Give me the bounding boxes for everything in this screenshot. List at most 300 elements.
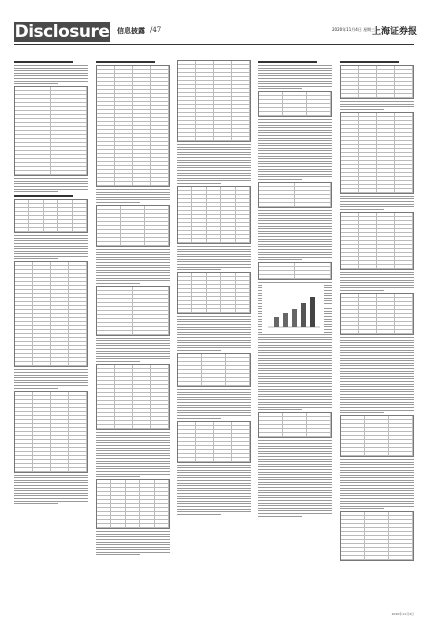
text-line xyxy=(340,506,414,507)
text-line xyxy=(340,201,414,202)
text-line xyxy=(177,254,251,255)
text-line xyxy=(258,68,332,69)
text-line xyxy=(258,495,332,496)
text-line xyxy=(258,156,332,157)
text-line xyxy=(14,73,88,74)
text-line xyxy=(340,391,414,392)
text-line xyxy=(14,70,88,71)
text-line xyxy=(340,495,414,496)
text-line xyxy=(177,498,251,499)
text-line xyxy=(340,485,414,486)
text-line xyxy=(96,461,170,462)
text-line xyxy=(340,477,414,478)
text-line xyxy=(258,440,332,441)
text-line xyxy=(340,209,384,210)
text-line xyxy=(14,246,88,247)
text-line xyxy=(14,258,58,259)
text-line xyxy=(177,488,251,489)
text-line xyxy=(14,380,88,381)
text-line xyxy=(177,412,251,413)
text-line xyxy=(96,189,170,190)
text-line xyxy=(96,547,170,548)
text-line xyxy=(14,81,88,82)
text-line xyxy=(177,347,251,348)
text-line xyxy=(96,202,140,203)
data-table xyxy=(14,199,88,233)
text-line xyxy=(177,316,251,317)
text-line xyxy=(177,485,251,486)
text-line xyxy=(96,254,170,255)
text-line xyxy=(177,418,221,419)
text-line xyxy=(96,463,170,464)
text-line xyxy=(340,285,414,286)
text-line xyxy=(258,70,332,71)
text-line xyxy=(177,334,251,335)
text-line xyxy=(96,432,170,433)
text-line xyxy=(14,475,88,476)
text-line xyxy=(177,249,251,250)
text-line xyxy=(258,339,332,340)
text-line xyxy=(340,389,414,390)
data-table xyxy=(258,91,332,117)
text-line xyxy=(340,384,414,385)
text-line xyxy=(258,210,332,211)
text-line xyxy=(258,163,332,164)
text-line xyxy=(258,464,332,465)
data-table xyxy=(258,262,332,280)
bar-chart-figure xyxy=(262,285,324,333)
text-line xyxy=(14,68,88,69)
text-line xyxy=(96,270,170,271)
text-line xyxy=(340,272,414,273)
text-line xyxy=(14,178,88,179)
text-line xyxy=(258,119,332,120)
text-line xyxy=(177,162,251,163)
text-line xyxy=(258,161,332,162)
text-line xyxy=(258,244,332,245)
text-line xyxy=(177,321,251,322)
text-line xyxy=(258,466,332,467)
text-line xyxy=(96,340,170,341)
text-line xyxy=(258,130,332,131)
text-line xyxy=(258,490,332,491)
text-line xyxy=(177,175,251,176)
text-line xyxy=(96,283,140,284)
text-line xyxy=(14,75,88,76)
text-line xyxy=(177,465,251,466)
article-heading xyxy=(14,195,73,197)
newspaper-masthead: 上海证券报 xyxy=(372,27,418,37)
chart-bar xyxy=(274,317,279,327)
text-line xyxy=(340,337,414,338)
article-heading xyxy=(258,61,317,63)
text-line xyxy=(96,262,170,263)
text-line xyxy=(96,345,170,346)
text-line xyxy=(177,350,221,351)
text-line xyxy=(14,78,88,79)
text-line xyxy=(258,508,332,509)
text-line xyxy=(96,450,170,451)
text-line xyxy=(177,399,251,400)
text-line xyxy=(177,342,251,343)
text-line xyxy=(340,399,414,400)
text-line xyxy=(340,503,414,504)
text-line xyxy=(258,448,332,449)
text-line xyxy=(177,167,251,168)
text-line xyxy=(177,332,251,333)
text-line xyxy=(340,501,414,502)
text-line xyxy=(340,355,414,356)
text-line xyxy=(258,239,332,240)
text-line xyxy=(258,383,332,384)
text-line xyxy=(258,378,332,379)
text-line xyxy=(258,86,332,87)
text-line xyxy=(96,257,170,258)
text-line xyxy=(258,456,332,457)
text-line xyxy=(258,355,332,356)
text-line xyxy=(96,267,170,268)
text-line xyxy=(177,394,251,395)
text-line xyxy=(258,497,332,498)
text-line xyxy=(258,135,332,136)
data-table xyxy=(96,364,170,430)
text-line xyxy=(177,157,251,158)
text-line xyxy=(258,386,332,387)
article-heading xyxy=(14,61,73,63)
text-line xyxy=(258,249,332,250)
text-line xyxy=(96,259,170,260)
text-line xyxy=(96,437,170,438)
text-line xyxy=(177,397,251,398)
text-line xyxy=(14,488,88,489)
text-line xyxy=(96,474,170,475)
text-line xyxy=(340,467,414,468)
column-1 xyxy=(14,58,88,608)
text-line xyxy=(177,327,251,328)
header-rule xyxy=(14,44,414,45)
text-line xyxy=(177,496,251,497)
text-line xyxy=(96,554,140,555)
data-table xyxy=(340,415,414,457)
text-line xyxy=(96,272,170,273)
text-line xyxy=(340,198,414,199)
text-line xyxy=(258,342,332,343)
data-table xyxy=(258,412,332,438)
text-line xyxy=(96,197,170,198)
text-line xyxy=(258,516,302,517)
text-line xyxy=(96,549,170,550)
text-line xyxy=(340,277,414,278)
text-line xyxy=(258,231,332,232)
text-line xyxy=(177,264,251,265)
text-line xyxy=(258,472,332,473)
text-line xyxy=(177,173,251,174)
chart-bar xyxy=(283,313,288,327)
data-table xyxy=(177,186,251,244)
text-line xyxy=(258,174,332,175)
text-line xyxy=(258,81,332,82)
text-line xyxy=(96,458,170,459)
text-line xyxy=(177,251,251,252)
text-line xyxy=(96,536,170,537)
text-line xyxy=(258,451,332,452)
text-line xyxy=(258,479,332,480)
text-line xyxy=(177,410,251,411)
text-line xyxy=(340,280,414,281)
text-line xyxy=(96,542,170,543)
text-line xyxy=(340,340,414,341)
text-line xyxy=(340,109,384,110)
text-line xyxy=(96,468,170,469)
text-line xyxy=(14,248,88,249)
text-line xyxy=(14,189,88,190)
data-table xyxy=(14,261,88,367)
text-line xyxy=(177,256,251,257)
text-line xyxy=(14,377,88,378)
text-line xyxy=(177,509,251,510)
text-line xyxy=(258,453,332,454)
text-line xyxy=(340,488,414,489)
text-line xyxy=(258,334,332,335)
text-line xyxy=(177,152,251,153)
column-4 xyxy=(258,58,332,608)
text-line xyxy=(258,360,332,361)
text-line xyxy=(96,353,170,354)
text-line xyxy=(258,148,332,149)
article-heading xyxy=(96,61,155,63)
text-line xyxy=(258,254,332,255)
text-line xyxy=(258,370,332,371)
text-line xyxy=(258,352,332,353)
text-line xyxy=(258,140,332,141)
text-line xyxy=(340,381,414,382)
text-line xyxy=(258,233,332,234)
text-line xyxy=(258,474,332,475)
text-line xyxy=(340,480,414,481)
text-line xyxy=(96,252,170,253)
text-line xyxy=(258,337,332,338)
text-line xyxy=(258,150,332,151)
text-line xyxy=(14,482,88,483)
disclosure-brand: Disclosure xyxy=(14,22,110,42)
text-line xyxy=(177,170,251,171)
text-line xyxy=(177,324,251,325)
text-line xyxy=(177,467,251,468)
text-line xyxy=(340,106,414,107)
text-line xyxy=(96,544,170,545)
text-line xyxy=(177,345,251,346)
text-line xyxy=(258,484,332,485)
column-2 xyxy=(96,58,170,608)
text-line xyxy=(258,396,332,397)
text-line xyxy=(177,319,251,320)
data-table xyxy=(96,205,170,247)
text-line xyxy=(258,252,332,253)
text-line xyxy=(340,373,414,374)
text-line xyxy=(96,440,170,441)
text-line xyxy=(258,176,332,177)
text-line xyxy=(258,132,332,133)
text-line xyxy=(258,350,332,351)
text-line xyxy=(96,280,170,281)
text-line xyxy=(177,329,251,330)
data-table xyxy=(177,272,251,314)
text-line xyxy=(340,402,414,403)
text-line xyxy=(258,358,332,359)
text-line xyxy=(177,511,251,512)
text-line xyxy=(14,382,88,383)
chart-bar xyxy=(310,297,315,327)
text-line xyxy=(177,501,251,502)
text-line xyxy=(96,348,170,349)
section-title: 信息披露 xyxy=(117,26,145,35)
text-line xyxy=(340,274,414,275)
text-line xyxy=(258,446,332,447)
text-line xyxy=(258,365,332,366)
text-line xyxy=(340,345,414,346)
text-line xyxy=(177,415,251,416)
text-line xyxy=(177,477,251,478)
text-line xyxy=(258,83,332,84)
text-line xyxy=(14,181,88,182)
text-line xyxy=(340,459,414,460)
data-table xyxy=(340,293,414,335)
text-line xyxy=(177,483,251,484)
text-line xyxy=(258,492,332,493)
text-line xyxy=(258,73,332,74)
text-line xyxy=(258,513,332,514)
text-line xyxy=(258,145,332,146)
text-line xyxy=(340,407,414,408)
text-line xyxy=(340,206,414,207)
text-line xyxy=(96,445,170,446)
text-line xyxy=(340,287,414,288)
text-line xyxy=(340,350,414,351)
text-line xyxy=(258,138,332,139)
text-line xyxy=(258,223,332,224)
text-line xyxy=(14,480,88,481)
text-line xyxy=(258,402,332,403)
text-line xyxy=(340,368,414,369)
text-line xyxy=(340,371,414,372)
text-line xyxy=(340,358,414,359)
text-line xyxy=(258,226,332,227)
text-line xyxy=(14,83,58,84)
text-line xyxy=(14,253,88,254)
text-line xyxy=(258,407,332,408)
text-line xyxy=(258,78,332,79)
text-line xyxy=(96,531,170,532)
text-line xyxy=(340,472,414,473)
data-table xyxy=(340,511,414,561)
text-line xyxy=(96,455,170,456)
text-line xyxy=(96,249,170,250)
data-table xyxy=(96,286,170,336)
text-line xyxy=(258,389,332,390)
page-number: /47 xyxy=(150,26,162,34)
column-3 xyxy=(177,58,251,608)
text-line xyxy=(258,505,332,506)
text-line xyxy=(258,65,332,66)
text-line xyxy=(96,466,170,467)
text-line xyxy=(258,482,332,483)
text-line xyxy=(258,345,332,346)
text-line xyxy=(258,282,332,283)
text-line xyxy=(177,514,221,515)
text-line xyxy=(258,143,332,144)
data-table xyxy=(96,479,170,529)
text-line xyxy=(96,453,170,454)
text-line xyxy=(177,261,251,262)
text-line xyxy=(14,238,88,239)
text-line xyxy=(340,397,414,398)
text-line xyxy=(96,265,170,266)
text-line xyxy=(177,178,251,179)
text-line xyxy=(258,500,332,501)
text-line xyxy=(258,399,332,400)
text-line xyxy=(258,376,332,377)
text-line xyxy=(340,363,414,364)
text-line xyxy=(14,240,88,241)
text-line xyxy=(340,412,384,413)
text-line xyxy=(14,375,88,376)
text-line xyxy=(258,459,332,460)
text-line xyxy=(340,204,414,205)
text-line xyxy=(96,534,170,535)
text-line xyxy=(258,122,332,123)
text-line xyxy=(177,337,251,338)
text-line xyxy=(258,127,332,128)
text-line xyxy=(258,179,302,180)
text-line xyxy=(96,552,170,553)
chart-bar xyxy=(301,303,306,327)
text-line xyxy=(258,236,332,237)
text-line xyxy=(258,469,332,470)
text-line xyxy=(96,278,170,279)
text-line xyxy=(177,480,251,481)
text-line xyxy=(340,490,414,491)
text-line xyxy=(258,246,332,247)
text-line xyxy=(340,360,414,361)
text-line xyxy=(177,407,251,408)
issue-date: 2020年11月4日 星期三 xyxy=(332,27,376,32)
text-line xyxy=(258,363,332,364)
text-line xyxy=(340,196,414,197)
text-line xyxy=(177,475,251,476)
text-line xyxy=(258,477,332,478)
data-table xyxy=(340,112,414,194)
text-line xyxy=(340,104,414,105)
text-line xyxy=(14,503,58,504)
text-line xyxy=(258,259,302,260)
data-table xyxy=(340,212,414,270)
text-line xyxy=(340,462,414,463)
text-line xyxy=(14,501,88,502)
text-line xyxy=(177,165,251,166)
text-line xyxy=(96,471,170,472)
data-table xyxy=(96,65,170,187)
text-line xyxy=(96,351,170,352)
text-line xyxy=(258,213,332,214)
text-line xyxy=(258,88,302,89)
text-line xyxy=(258,218,332,219)
text-line xyxy=(258,228,332,229)
data-table xyxy=(177,353,251,387)
data-table xyxy=(177,60,251,142)
text-line xyxy=(177,470,251,471)
text-line xyxy=(340,482,414,483)
text-line xyxy=(96,358,170,359)
